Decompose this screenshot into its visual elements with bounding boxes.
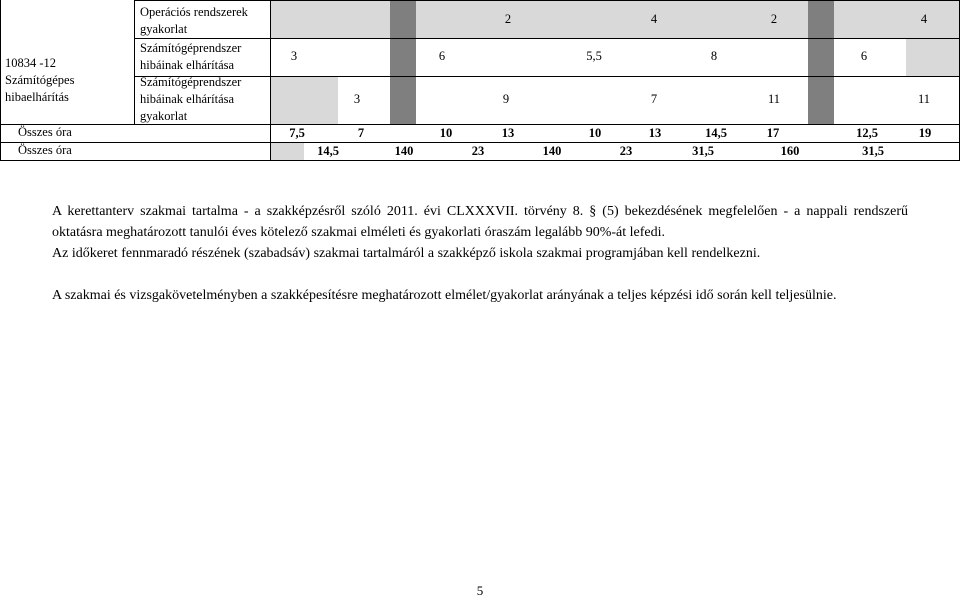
row5-value: 23 [619, 144, 633, 158]
row5-value: 140 [542, 144, 562, 158]
body-text [52, 201, 908, 306]
paragraph-free-time: Az időkeret fennmaradó részének (szabadsáv) szakmai tartalmáról a szakképző iskola szakmai programjában kell rendelkezni. [52, 246, 761, 261]
row2-label: Számítógéprendszer hibáinak elhárítása [140, 41, 242, 72]
row4-value: 19 [918, 126, 932, 140]
row3-label: Számítógéprendszer hibáinak elhárítása gyakorlat [140, 75, 242, 123]
row4-value: 14,5 [705, 126, 727, 140]
row4-value: 13 [648, 126, 662, 140]
row5-value: 23 [471, 144, 485, 158]
row4-value: 7,5 [289, 126, 305, 140]
row5-value: 14,5 [317, 144, 339, 158]
row3-value: 11 [767, 92, 781, 106]
row3-value: 9 [502, 92, 510, 106]
row1-value: 4 [650, 12, 658, 26]
shade-row3-left [270, 76, 338, 124]
row4-value: 12,5 [856, 126, 878, 140]
row3-value: 3 [353, 92, 361, 106]
paragraph-ratio: A szakmai és vizsgakövetelményben a szakképesítésre meghatározott elmélet/gyakorlat arányának a teljes képzési idő során kell teljesülnie. [52, 288, 837, 303]
separator-col-2 [808, 0, 834, 124]
row1-label: Operációs rendszerek gyakorlat [140, 5, 248, 36]
page-number: 5 [476, 583, 484, 598]
row4-value: 13 [501, 126, 515, 140]
row2-value: 8 [710, 49, 718, 63]
row2-value: 5,5 [586, 49, 602, 63]
paragraph-framework: A kerettanterv szakmai tartalma - a szakképzésről szóló 2011. évi CLXXXVII. törvény 8. § (5) bekezdésének megfelelően - a nappali rendszerű oktatásra meghatározott tanulói éves kötelező szakmai elméleti és gyakorlati óraszám legalább 90%-át lefedi. [52, 204, 908, 240]
row4-value: 7 [357, 126, 365, 140]
separator-col-1 [390, 0, 416, 124]
row1-value: 4 [920, 12, 928, 26]
shade-row5-left [270, 142, 304, 160]
row5-value: 160 [780, 144, 800, 158]
row5-label: Összes óra [18, 143, 72, 157]
row2-value: 3 [290, 49, 298, 63]
row4-value: 10 [588, 126, 602, 140]
row1-value: 2 [770, 12, 778, 26]
row5-value: 31,5 [692, 144, 714, 158]
row4-value: 10 [439, 126, 453, 140]
module-label: 10834 -12 Számítógépes hibaelhárítás [5, 56, 75, 104]
row5-value: 31,5 [862, 144, 884, 158]
row2-value: 6 [860, 49, 868, 63]
row4-value: 17 [766, 126, 780, 140]
row4-label: Összes óra [18, 125, 72, 139]
row5-value: 140 [394, 144, 414, 158]
row2-value: 6 [438, 49, 446, 63]
shade-top-right [270, 0, 960, 38]
row1-value: 2 [504, 12, 512, 26]
row3-value: 11 [917, 92, 931, 106]
row3-value: 7 [650, 92, 658, 106]
shade-row2 [906, 38, 960, 76]
